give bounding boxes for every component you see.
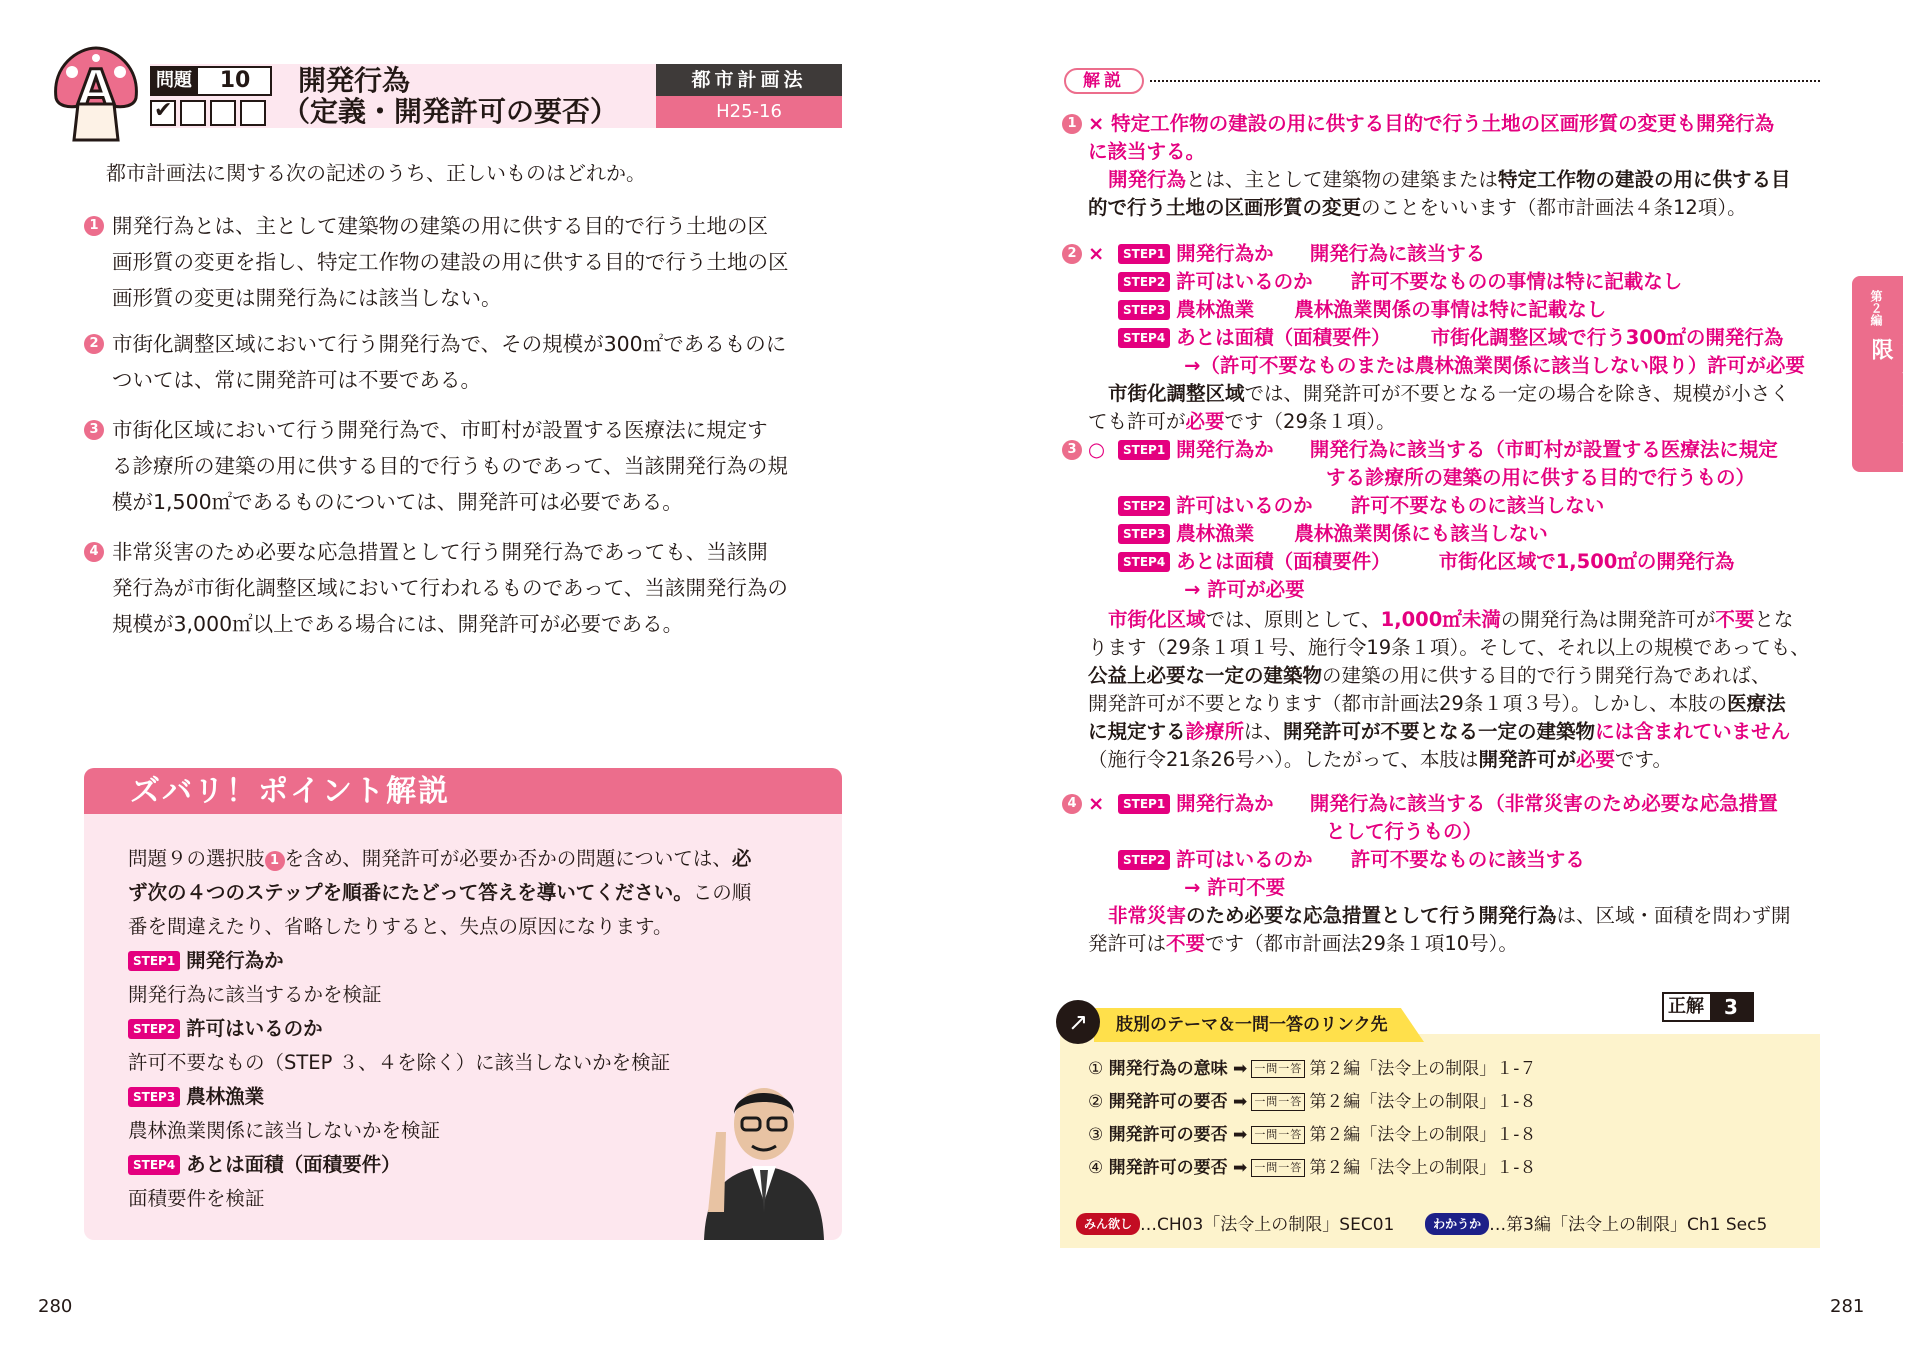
teacher-photo xyxy=(694,1062,834,1240)
explanation-2-body2: ても許可が必要です（29条１項）。 xyxy=(1088,410,1396,433)
explanation-2-body1: 市街化調整区域では、開発許可が不要となる一定の場合を除き、規模が小さく xyxy=(1108,382,1790,405)
explanation-4-step1-row: STEP1 開発行為か 開発行為に該当する（非常災害のため必要な応急措置 xyxy=(1118,790,1778,818)
wakauka-tag: わかうか xyxy=(1425,1213,1489,1235)
check-boxes xyxy=(150,100,272,126)
check-box-4[interactable] xyxy=(240,100,266,126)
explanation-3-body2: ります（29条１項１号、施行令19条１項）。そして、それ以上の規模であっても、 xyxy=(1088,636,1810,659)
option-2 xyxy=(84,326,844,398)
explanation-4-step1-cont: として行うもの） xyxy=(1326,820,1483,843)
minhoshi-tag: みん欲し xyxy=(1076,1213,1140,1235)
option-text: 非常災害のため必要な応急措置として行う開発行為であっても、当該開 発行為が市街化調整区域において行われるものであって、当該開発行為の 規模が3,000㎡以上である場合には、開発許可が必要である。 xyxy=(112,540,788,636)
explanation-4-step2-row: STEP2 許可はいるのか 許可不要なものに該当する xyxy=(1118,846,1585,874)
question-title-line2: （定義・開発許可の要否） xyxy=(282,95,619,128)
check-box-2[interactable] xyxy=(180,100,206,126)
step-badge: STEP3 xyxy=(128,1087,180,1107)
link-row[interactable]: ③ 開発許可の要否 ➡ 一問一答 第２編「法令上の制限」１-８ xyxy=(1088,1125,1537,1145)
page-number-right: 281 xyxy=(1830,1296,1865,1317)
question-lead: 都市計画法に関する次の記述のうち、正しいものはどれか。 xyxy=(106,161,646,185)
point-step4-desc: 面積要件を検証 xyxy=(128,1187,265,1210)
point-step2-desc: 許可不要なもの（STEP ３、４を除く）に該当しないかを検証 xyxy=(128,1051,671,1074)
ichimon-badge: 一問一答 xyxy=(1251,1126,1305,1144)
explanation-2-step1: × xyxy=(1088,242,1105,265)
option-1 xyxy=(84,208,844,316)
question-label: 問題 xyxy=(150,66,198,96)
check-box-3[interactable] xyxy=(210,100,236,126)
question-number: 10 xyxy=(219,68,251,93)
book-references: みん欲し …CH03「法令上の制限」SEC01 わかうか …第3編「法令上の制限」Ch1 Sec5 xyxy=(1076,1212,1767,1238)
answer-value: 3 xyxy=(1710,994,1752,1020)
point-intro-line1: 問題９の選択肢 1 を含め、開発許可が必要か否かの問題については、必 xyxy=(128,847,752,870)
side-tab-title: 法令上の制限 xyxy=(1868,338,1924,458)
explanation-3-step2-row: STEP2 許可はいるのか 許可不要なものに該当しない xyxy=(1118,492,1604,520)
explanation-4-body2: 発許可は不要です（都市計画法29条１項10号）。 xyxy=(1088,932,1518,955)
explanation-2-number: 2 xyxy=(1062,244,1082,264)
explanation-2-step1-row: STEP1 開発行為か 開発行為に該当する xyxy=(1118,240,1485,268)
page-number-left: 280 xyxy=(38,1296,73,1317)
explanation-4-mark: × xyxy=(1088,792,1105,815)
explanation-1-head2: に該当する。 xyxy=(1088,140,1206,163)
kaisetsu-divider xyxy=(1150,80,1820,82)
explanation-3-mark: ○ xyxy=(1088,438,1106,461)
side-tab-part: 第２編 xyxy=(1869,290,1883,326)
explanation-1-head1: × 特定工作物の建設の用に供する目的で行う土地の区画形質の変更も開発行為 xyxy=(1088,112,1775,135)
explanation-1-body1: 開発行為とは、主として建築物の建築または特定工作物の建設の用に供する目 xyxy=(1108,168,1791,191)
explanation-3-body3: 公益上必要な一定の建築物の建築の用に供する目的で行う開発行為であれば、 xyxy=(1088,664,1771,687)
subject-label: 都市計画法 xyxy=(656,64,842,96)
point-step3-title: STEP3 農林漁業 xyxy=(128,1080,264,1114)
explanation-2-step2-row: STEP2 許可はいるのか 許可不要なものの事情は特に記載なし xyxy=(1118,268,1682,296)
exam-code: H25-16 xyxy=(656,96,842,128)
step-badge: STEP1 xyxy=(128,951,180,971)
explanation-3-step1-row: STEP1 開発行為か 開発行為に該当する（市町村が設置する医療法に規定 xyxy=(1118,436,1778,464)
mushroom-icon xyxy=(48,46,144,146)
option-number: 2 xyxy=(84,334,104,354)
explanation-3-body4: 開発許可が不要となります（都市計画法29条１項３号）。しかし、本肢の医療法 xyxy=(1088,692,1786,715)
ichimon-badge: 一問一答 xyxy=(1251,1060,1305,1078)
explanation-3-conclusion: → 許可が必要 xyxy=(1184,578,1305,601)
point-title: ズバリ！ポイント解説 xyxy=(130,774,450,809)
explanation-3-step3-row: STEP3 農林漁業 農林漁業関係にも該当しない xyxy=(1118,520,1548,548)
option-text: 開発行為とは、主として建築物の建築の用に供する目的で行う土地の区 画形質の変更を指し、特定工作物の建設の用に供する目的で行う土地の区 画形質の変更は開発行為には該当しない。 xyxy=(112,214,789,310)
question-title-line1: 開発行為 xyxy=(298,64,411,97)
option-number: 3 xyxy=(84,420,104,440)
option-number: 1 xyxy=(84,216,104,236)
step-badge: STEP2 xyxy=(128,1019,180,1039)
point-step2-title: STEP2 許可はいるのか xyxy=(128,1012,323,1046)
answer-a-badge xyxy=(48,46,144,146)
option-number: 4 xyxy=(84,542,104,562)
explanation-1-body2: 的で行う土地の区画形質の変更のことをいいます（都市計画法４条12項）。 xyxy=(1088,196,1747,219)
explanation-4-conclusion: → 許可不要 xyxy=(1184,876,1286,899)
point-step3-desc: 農林漁業関係に該当しないかを検証 xyxy=(128,1119,441,1142)
explanation-3-body5: に規定する診療所は、開発許可が不要となる一定の建築物には含まれていません xyxy=(1088,720,1791,743)
explanation-2-step4-row: STEP4 あとは面積（面積要件） 市街化調整区域で行う300㎡の開発行為 xyxy=(1118,324,1783,352)
point-step1-title: STEP1 開発行為か xyxy=(128,944,284,978)
point-step1-desc: 開発行為に該当するかを検証 xyxy=(128,983,382,1006)
link-row[interactable]: ② 開発許可の要否 ➡ 一問一答 第２編「法令上の制限」１-８ xyxy=(1088,1092,1537,1112)
option-4 xyxy=(84,534,844,642)
option-3 xyxy=(84,412,844,520)
check-box-1[interactable] xyxy=(150,100,176,126)
link-row[interactable]: ④ 開発許可の要否 ➡ 一問一答 第２編「法令上の制限」１-８ xyxy=(1088,1158,1537,1178)
explanation-2-step3-row: STEP3 農林漁業 農林漁業関係の事情は特に記載なし xyxy=(1118,296,1606,324)
link-header-title: 肢別のテーマ＆一問一答のリンク先 xyxy=(1116,1015,1388,1035)
link-row[interactable]: ① 開発行為の意味 ➡ 一問一答 第２編「法令上の制限」１-７ xyxy=(1088,1059,1537,1079)
ichimon-badge: 一問一答 xyxy=(1251,1093,1305,1111)
explanation-2-conclusion: →（許可不要なものまたは農林漁業関係に該当しない限り）許可が必要 xyxy=(1184,354,1805,377)
explanation-3-step1-cont: する診療所の建築の用に供する目的で行うもの） xyxy=(1326,466,1756,489)
point-step4-title: STEP4 あとは面積（面積要件） xyxy=(128,1148,401,1182)
explanation-3-step4-row: STEP4 あとは面積（面積要件） 市街化区域で1,500㎡の開発行為 xyxy=(1118,548,1734,576)
option-text: 市街化区域において行う開発行為で、市町村が設置する医療法に規定す る診療所の建築の用に供する目的で行うものであって、当該開発行為の規 模が1,500㎡であるものについては、開発許可は必要である。 xyxy=(112,418,788,514)
answer-label: 正解 xyxy=(1668,996,1704,1017)
svg-text:A: A xyxy=(77,60,115,116)
ichimon-badge: 一問一答 xyxy=(1251,1159,1305,1177)
kaisetsu-label: 解説 xyxy=(1064,68,1144,94)
point-intro-line3: 番を間違えたり、省略したりすると、失点の原因になります。 xyxy=(128,915,673,938)
explanation-1-number: 1 xyxy=(1062,114,1082,134)
step-badge: STEP4 xyxy=(128,1155,180,1175)
explanation-4-body1: 非常災害のため必要な応急措置として行う開発行為は、区域・面積を問わず開 xyxy=(1108,904,1791,927)
explanation-3-number: 3 xyxy=(1062,440,1082,460)
explanation-4-number: 4 xyxy=(1062,794,1082,814)
explanation-3-body6: （施行令21条26号ハ）。したがって、本肢は開発許可が必要です。 xyxy=(1088,748,1672,771)
explanation-3-body1: 市街化区域では、原則として、1,000㎡未満の開発行為は開発許可が不要とな xyxy=(1108,608,1794,631)
external-link-icon: ↗ xyxy=(1056,1000,1100,1044)
chapter-side-tab[interactable] xyxy=(1852,276,1924,472)
point-intro-line2: ず次の４つのステップを順番にたどって答えを導いてください。この順 xyxy=(128,881,752,904)
option-text: 市街化調整区域において行う開発行為で、その規模が300㎡であるものに ついては、常に開発許可は不要である。 xyxy=(112,332,787,392)
